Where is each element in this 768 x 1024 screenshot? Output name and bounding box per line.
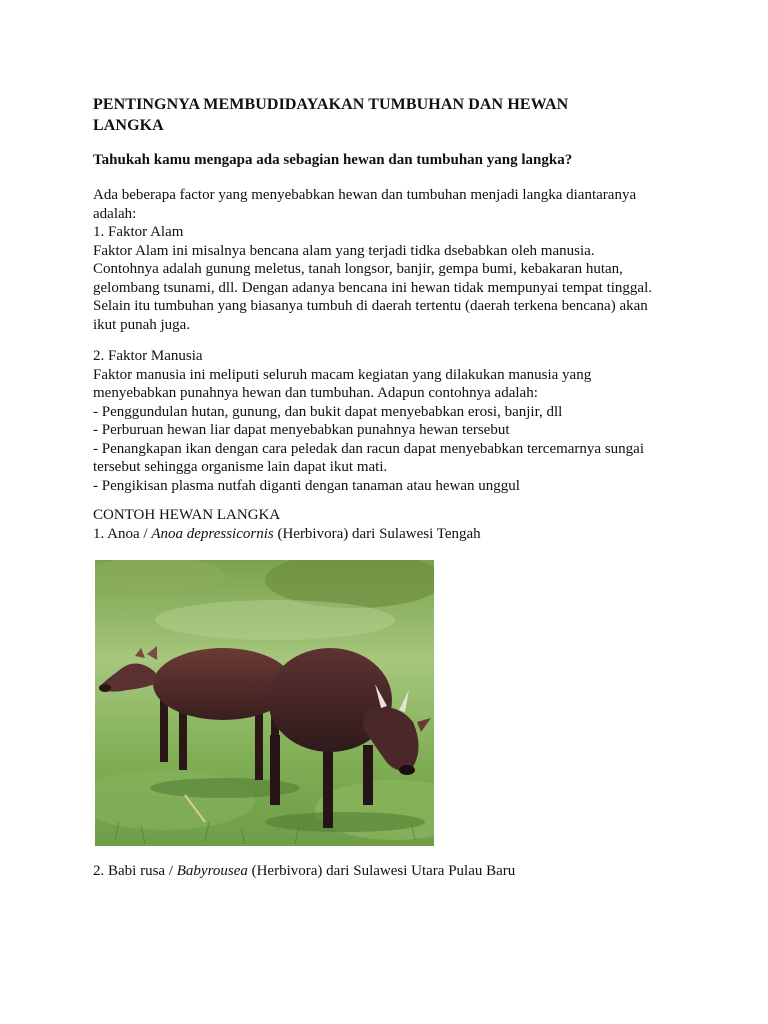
faktor-manusia-line: tersebut sehingga organisme lain dapat ikut mati.	[93, 459, 388, 475]
document-content	[93, 94, 693, 542]
faktor-manusia-heading: 2. Faktor Manusia	[93, 348, 203, 364]
contoh-item-1-prefix: 1. Anoa /	[93, 525, 152, 542]
title-line-2: LANGKA	[93, 117, 164, 134]
faktor-alam-line: Selain itu tumbuhan yang biasanya tumbuh di daerah tertentu (daerah terkena bencana) akan	[93, 298, 648, 314]
faktor-alam-heading: 1. Faktor Alam	[93, 224, 184, 240]
intro-line: adalah:	[93, 205, 137, 222]
faktor-manusia-paragraph	[93, 347, 693, 495]
faktor-manusia-line: - Penggundulan hutan, gunung, dan bukit dapat menyebabkan erosi, banjir, dll	[93, 403, 563, 420]
contoh-item-2	[93, 862, 515, 881]
anoa-photo	[95, 560, 434, 846]
faktor-manusia-line: menyebabkan punahnya hewan dan tumbuhan. Adapun contohnya adalah:	[93, 385, 538, 401]
contoh-item-1	[93, 525, 693, 544]
faktor-manusia-line: - Pengikisan plasma nutfah diganti dengan tanaman atau hewan unggul	[93, 477, 520, 494]
contoh-item-2-suffix: (Herbivora) dari Sulawesi Utara Pulau Baru	[247, 863, 516, 879]
faktor-alam-line: ikut punah juga.	[93, 316, 191, 333]
anoa-illustration	[95, 560, 434, 846]
contoh-item-2-latin: Babyrousea	[176, 863, 248, 879]
contoh-item-2-prefix: 2. Babi rusa /	[93, 863, 177, 879]
contoh-heading: CONTOH HEWAN LANGKA	[93, 507, 281, 523]
intro-line: Ada beberapa factor yang menyebabkan hewan dan tumbuhan menjadi langka diantaranya	[93, 187, 637, 203]
contoh-section	[93, 506, 693, 543]
question-heading: Tahukah kamu mengapa ada sebagian hewan dan tumbuhan yang langka?	[93, 152, 573, 168]
title-line-1: PENTINGNYA MEMBUDIDAYAKAN TUMBUHAN DAN HEWAN	[93, 96, 569, 113]
faktor-alam-line: Contohnya adalah gunung meletus, tanah longsor, banjir, gempa bumi, kebakaran hutan,	[93, 261, 623, 277]
contoh-item-1-suffix: (Herbivora) dari Sulawesi Tengah	[273, 525, 481, 542]
intro-paragraph	[93, 186, 693, 334]
faktor-alam-line: gelombang tsunami, dll. Dengan adanya bencana ini hewan tidak mempunyai tempat tinggal.	[93, 279, 653, 296]
faktor-manusia-line: - Penangkapan ikan dengan cara peledak dan racun dapat menyebabkan tercemarnya sungai	[93, 440, 644, 457]
page-title	[93, 94, 693, 136]
faktor-manusia-line: - Perburuan hewan liar dapat menyebabkan punahnya hewan tersebut	[93, 422, 510, 438]
faktor-manusia-line: Faktor manusia ini meliputi seluruh macam kegiatan yang dilakukan manusia yang	[93, 366, 592, 383]
contoh-item-1-latin: Anoa depressicornis	[151, 525, 274, 542]
faktor-alam-line: Faktor Alam ini misalnya bencana alam yang terjadi tidka dsebabkan oleh manusia.	[93, 242, 595, 259]
